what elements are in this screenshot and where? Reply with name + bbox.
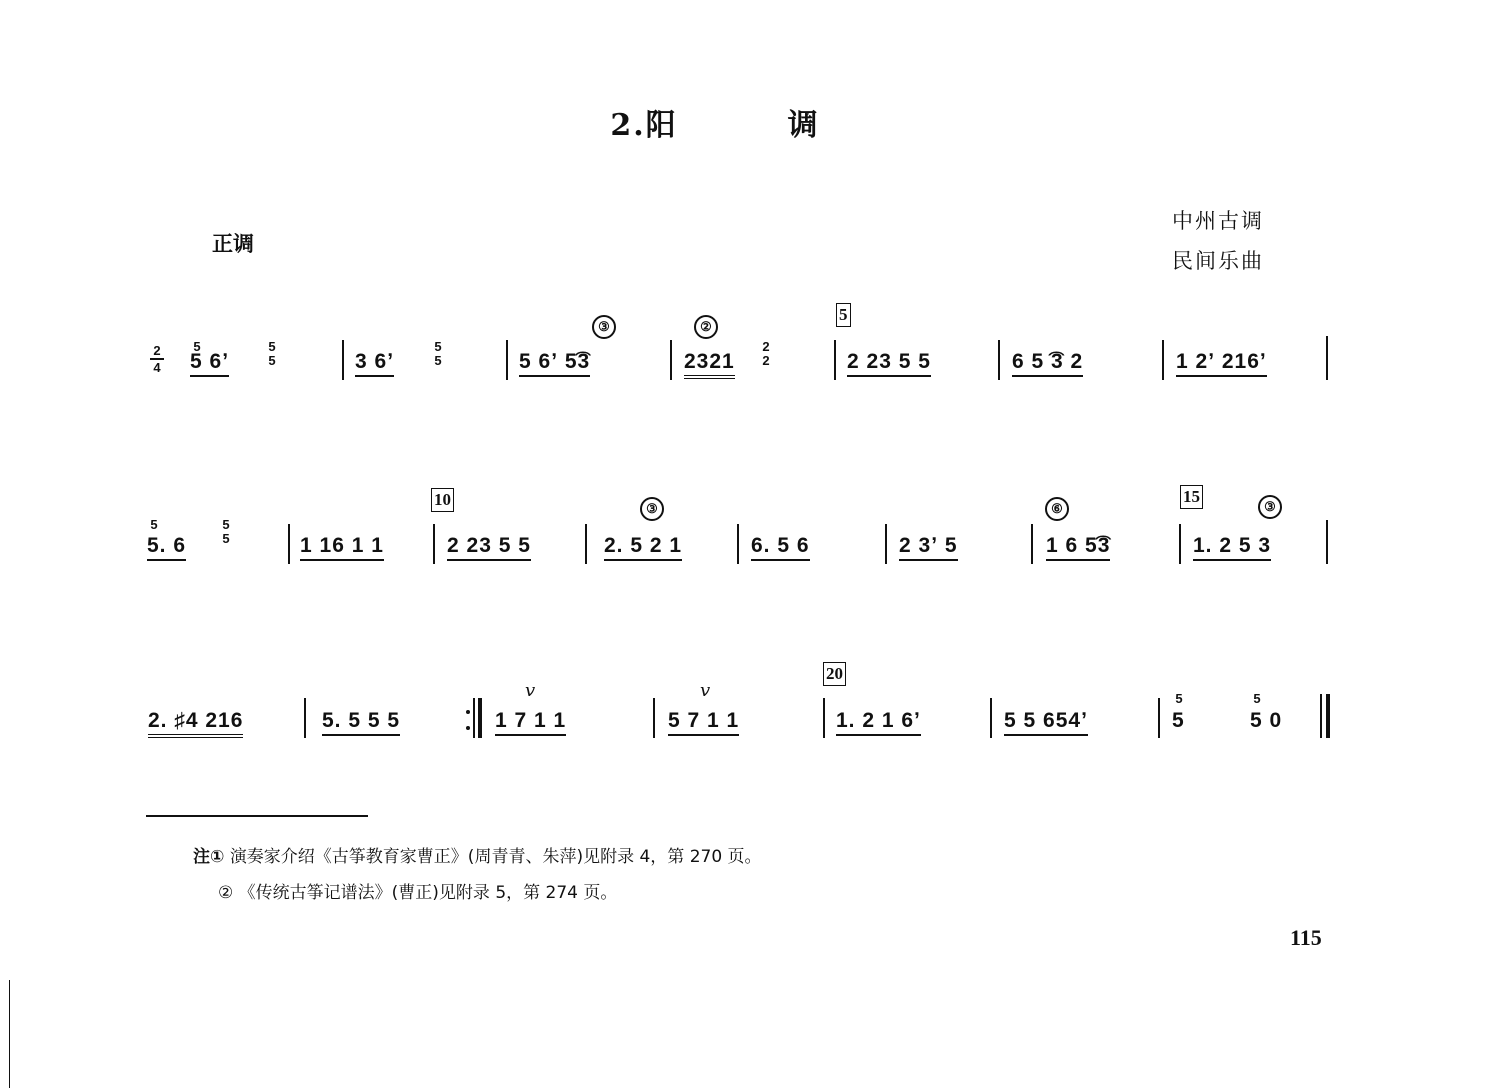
barline (653, 698, 655, 738)
notation-segment: 5 7 1 1 (668, 709, 739, 736)
barline (1326, 694, 1330, 738)
footnote-1 (193, 842, 762, 867)
finger-mark: ③ (1258, 495, 1282, 519)
notation-segment: 5 6ʼ 5͡3 (519, 350, 590, 377)
footnote-2 (218, 878, 617, 903)
chord-stack: 5 5 (268, 339, 276, 368)
time-signature-bottom: 4 (153, 360, 161, 375)
attribution-line-1: 中州古调 (1172, 209, 1264, 233)
key-label: 正调 (212, 232, 254, 256)
barline (473, 698, 475, 738)
notation-segment: 1. 2 5 3 (1193, 534, 1271, 561)
barline (1179, 524, 1181, 564)
finger-mark: ③ (640, 497, 664, 521)
barline (585, 524, 587, 564)
barline (670, 340, 672, 380)
footnote-1-text: 演奏家介绍《古筝教育家曹正》(周青青、朱萍)见附录 4，第 270 页。 (229, 847, 762, 867)
bow-mark: v (525, 680, 536, 701)
barline (506, 340, 508, 380)
finger-mark: ⑥ (1045, 497, 1069, 521)
title-char-1: 阳 (645, 108, 678, 143)
notation-segment: 1. 2 1 6ʼ (836, 709, 921, 736)
notation-segment: 2 23 5 5 (847, 350, 931, 377)
notation-segment: 5. 6 (147, 534, 186, 561)
notation-segment: 5 (1172, 709, 1185, 732)
bow-mark: v (700, 680, 711, 701)
chord-stack: 5 (150, 517, 158, 532)
barline (433, 524, 435, 564)
notation-segment: 6. 5 6 (751, 534, 810, 561)
footnote-rule (146, 815, 368, 817)
chord-stack: 5 5 (434, 339, 442, 368)
barline (998, 340, 1000, 380)
barline (737, 524, 739, 564)
scan-edge-line (9, 980, 10, 1088)
barline (1326, 336, 1328, 380)
barline (1162, 340, 1164, 380)
notation-segment: 5 0 (1250, 709, 1283, 732)
footnote-2-text: 《传统古筝记谱法》(曹正)见附录 5，第 274 页。 (238, 883, 618, 903)
notation-segment: 1 6 5͡3 (1046, 534, 1110, 561)
barline (1320, 694, 1322, 738)
barline (478, 698, 482, 738)
notation-segment: 1 7 1 1 (495, 709, 566, 736)
attribution-line-2: 民间乐曲 (1172, 249, 1264, 273)
finger-mark: ③ (592, 315, 616, 339)
barline (1031, 524, 1033, 564)
notation-segment: 2. 5 2 1 (604, 534, 682, 561)
barline (1158, 698, 1160, 738)
repeat-dot (466, 726, 470, 730)
notation-segment: 2321 (684, 350, 735, 379)
notation-segment: 1 2ʼ 216ʼ (1176, 350, 1267, 377)
title-number: 2. (610, 108, 646, 143)
barline (823, 698, 825, 738)
notation-segment: 5 5 654ʼ (1004, 709, 1088, 736)
barline (304, 698, 306, 738)
chord-stack: 5 (1253, 691, 1261, 706)
barline (288, 524, 290, 564)
notation-segment: 2 3ʼ 5 (899, 534, 958, 561)
time-signature-top: 2 (153, 343, 161, 358)
measure-number: 15 (1180, 485, 1203, 509)
finger-mark: ② (694, 315, 718, 339)
measure-number: 5 (836, 303, 851, 327)
repeat-dot (466, 710, 470, 714)
footnote-2-marker: ② (218, 883, 234, 903)
page-number: 115 (1290, 925, 1322, 950)
measure-number: 10 (431, 488, 454, 512)
notation-segment: 1 16 1 1 (300, 534, 384, 561)
chord-stack: 5 (193, 339, 201, 354)
title-char-2: 调 (787, 108, 820, 143)
barline (1326, 520, 1328, 564)
chord-stack: 5 (1175, 691, 1183, 706)
barline (834, 340, 836, 380)
notation-segment: 3 6ʼ (355, 350, 394, 377)
notation-segment: 2 23 5 5 (447, 534, 531, 561)
notation-segment: 5 6ʼ (190, 350, 229, 377)
notation-segment: 6 5 ͡3 2 (1012, 350, 1083, 377)
time-signature (150, 344, 164, 374)
footnote-1-marker: 注① (193, 847, 225, 867)
measure-number: 20 (823, 662, 846, 686)
page-title (0, 100, 1430, 144)
barline (990, 698, 992, 738)
barline (342, 340, 344, 380)
chord-stack: 2 2 (762, 339, 770, 368)
notation-segment: 2. ♯4 216 (148, 709, 243, 738)
barline (885, 524, 887, 564)
notation-segment: 5. 5 5 5 (322, 709, 400, 736)
chord-stack: 5 5 (222, 517, 230, 546)
